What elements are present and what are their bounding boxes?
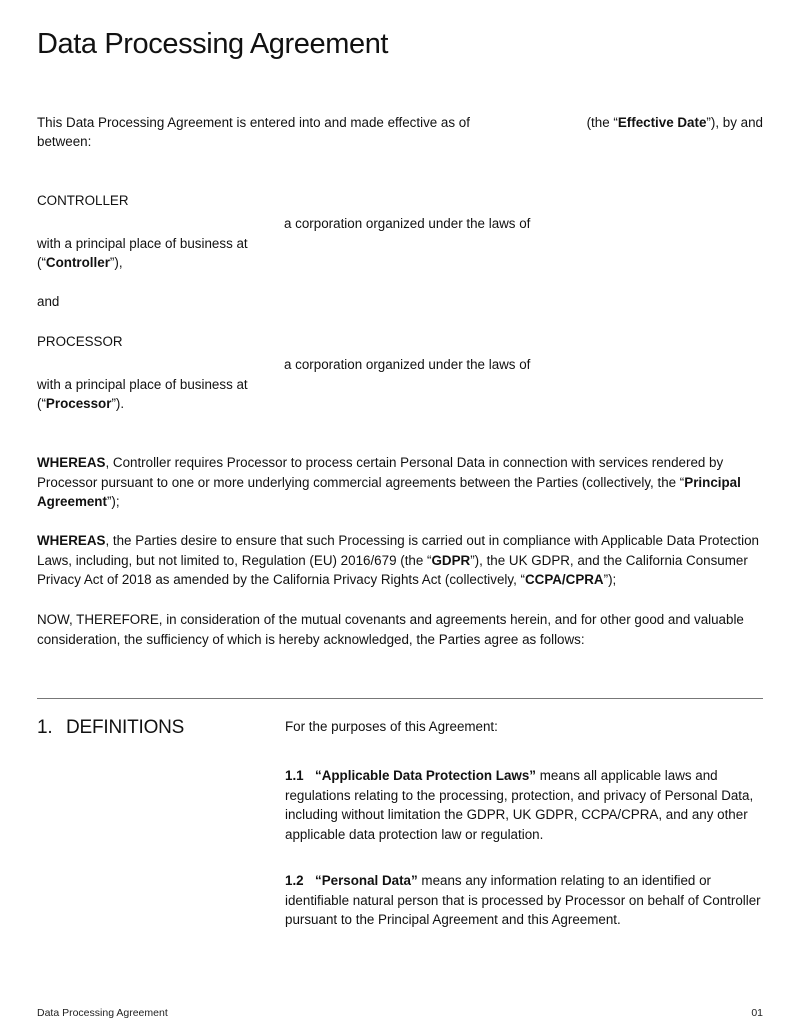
now-therefore-paragraph: NOW, THEREFORE, in consideration of the mutual covenants and agreements herein, and for other good and valuable consideration, the sufficiency of which is hereby acknowledged, the Parties agree as follows: <box>37 612 744 647</box>
recital-tail: ”); <box>106 494 120 509</box>
section-divider <box>37 698 763 699</box>
processor-heading: PROCESSOR <box>37 334 123 349</box>
clause-1-1 <box>285 766 765 844</box>
whereas-label: WHEREAS <box>37 455 106 470</box>
processor-defined-term <box>37 394 124 414</box>
effective-date-term: Effective Date <box>617 115 707 130</box>
section-title: DEFINITIONS <box>66 717 185 738</box>
recital-text: , the Parties desire to ensure that such Processing is carried out in compliance with Applicable Data Protection Laws, including, but not limited to, Regulation (EU) 2016/679 (the “ <box>37 533 759 568</box>
section-intro: For the purposes of this Agreement: <box>285 719 498 734</box>
controller-heading: CONTROLLER <box>37 193 129 208</box>
and-text: and <box>37 294 60 309</box>
recital-tail: ”); <box>603 572 617 587</box>
clause-term: “Personal Data” <box>315 873 418 888</box>
quote-close: ”), <box>109 255 123 270</box>
clause-text: means any information relating to an identified or identifiable natural person that is processed by Processor on behalf of Controller pursuant to the Principal Agreement and this Agreement. <box>285 873 761 927</box>
principal-agreement-term: Principal Agreement <box>37 474 741 509</box>
clause-number: 1.1 <box>285 768 304 783</box>
controller-corp-text: a corporation organized under the laws of <box>284 216 531 231</box>
whereas-label: WHEREAS <box>37 533 106 548</box>
clause-1-2 <box>285 871 765 930</box>
processor-term: Processor <box>45 396 112 411</box>
clause-number: 1.2 <box>285 873 304 888</box>
quote-open: (the “ <box>586 115 618 130</box>
recital-text: , Controller requires Processor to process certain Personal Data in connection with services rendered by Processor pursuant to one or more underlying commercial agreements between the Parties (collectively, the “ <box>37 455 724 490</box>
recital-1 <box>37 453 763 512</box>
footer-document-name: Data Processing Agreement <box>37 1007 168 1019</box>
processor-corp-text: a corporation organized under the laws of <box>284 357 531 372</box>
intro-continuation: between: <box>37 134 92 149</box>
gdpr-term: GDPR <box>431 552 471 568</box>
quote-open: (“ <box>37 255 46 270</box>
intro-text: This Data Processing Agreement is entered into and made effective as of <box>37 115 470 130</box>
clause-term: “Applicable Data Protection Laws” <box>315 768 536 783</box>
controller-defined-term <box>37 253 123 273</box>
quote-close: ”), by and <box>706 115 763 130</box>
footer-page-number: 01 <box>751 1007 763 1019</box>
effective-date-clause <box>587 113 763 133</box>
section-heading <box>37 716 184 740</box>
section-number: 1. <box>37 717 53 738</box>
quote-open: (“ <box>37 396 46 411</box>
controller-place-text: with a principal place of business at <box>37 236 248 251</box>
ccpa-cpra-term: CCPA/CPRA <box>524 572 604 587</box>
quote-close: ”). <box>111 396 125 411</box>
controller-term: Controller <box>45 255 110 270</box>
processor-place-text: with a principal place of business at <box>37 377 248 392</box>
recital-text: ”), the UK GDPR, and the California Consumer Privacy Act of 2018 as amended by the California Privacy Rights Act (collectively, “ <box>37 552 748 587</box>
document-title: Data Processing Agreement <box>37 28 389 60</box>
recital-2 <box>37 531 763 590</box>
clause-text: means all applicable laws and regulations relating to the processing, protection, and privacy of Personal Data, including without limitation the GDPR, UK GDPR, CCPA/CPRA, and any other applicable data protection law or regulation. <box>285 768 754 842</box>
